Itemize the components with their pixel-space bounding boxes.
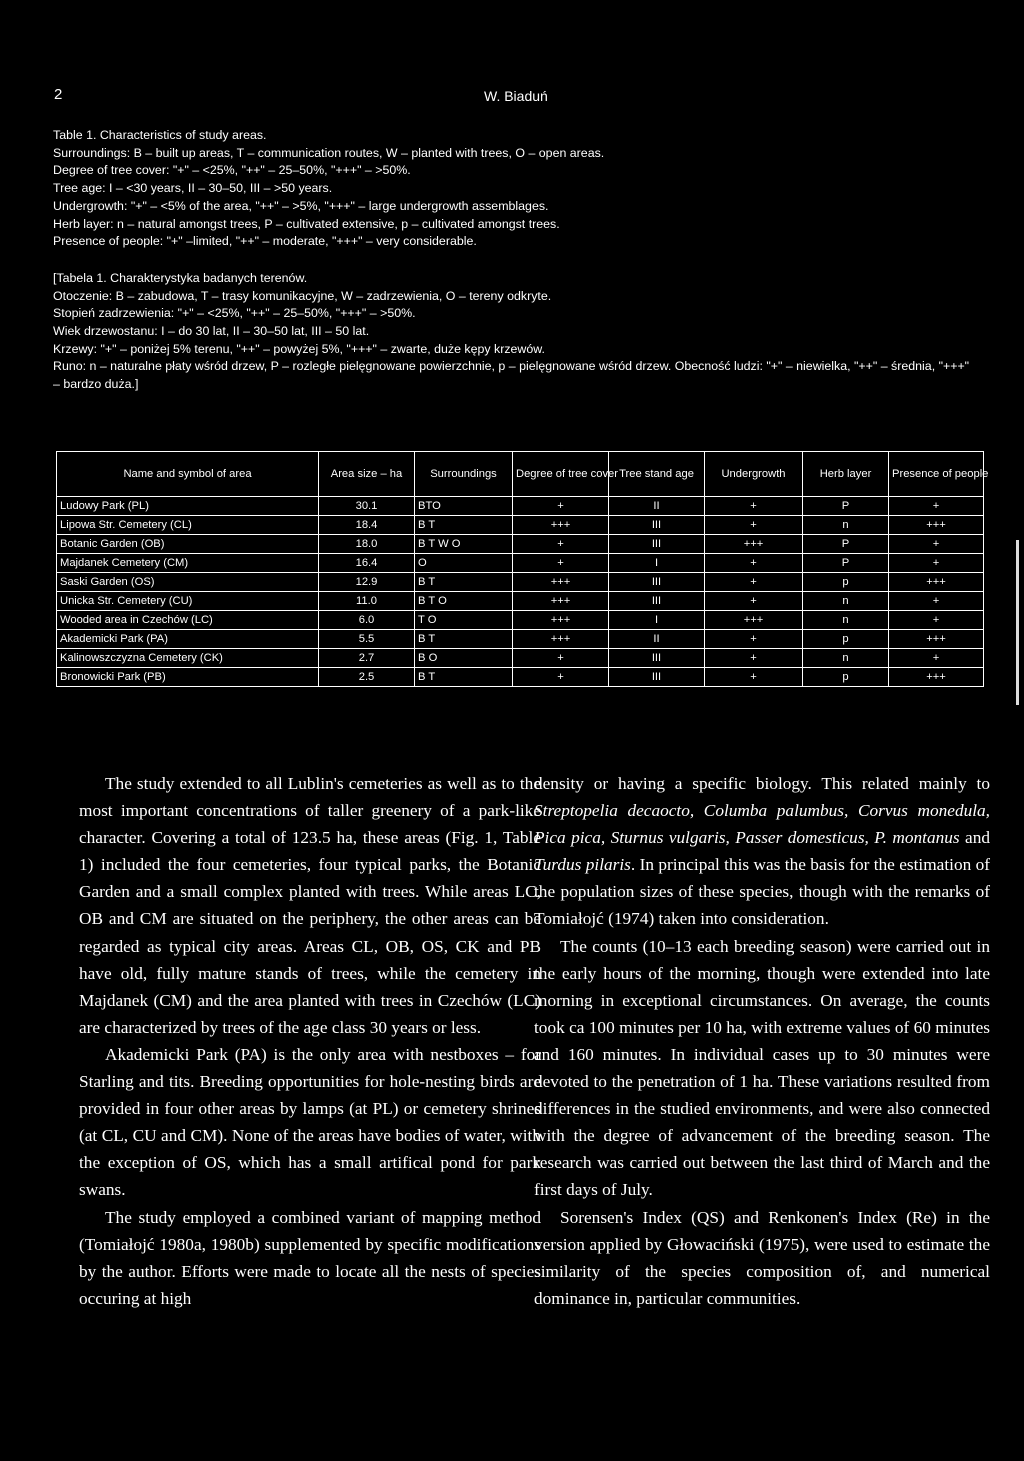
cell-herb: P (803, 554, 889, 573)
col-header-name: Name and symbol of area (57, 452, 319, 497)
cell-people: +++ (889, 668, 984, 687)
cell-people: +++ (889, 516, 984, 535)
cell-undergrowth: + (705, 630, 803, 649)
table-row (57, 630, 984, 649)
cell-area: 12.9 (319, 573, 415, 592)
cell-herb: n (803, 649, 889, 668)
cell-stand-age: II (609, 630, 705, 649)
cell-tree-cover: +++ (513, 611, 609, 630)
cell-undergrowth: + (705, 592, 803, 611)
body-column-left (79, 770, 541, 1312)
cell-tree-cover: +++ (513, 592, 609, 611)
cell-undergrowth: + (705, 516, 803, 535)
cell-area: 18.4 (319, 516, 415, 535)
cell-area: 11.0 (319, 592, 415, 611)
caption-pl-undergrowth: Krzewy: "+" – poniżej 5% terenu, "++" – powyżej 5%, "+++" – zwarte, duże kępy krzewów. (53, 341, 545, 356)
table-row (57, 535, 984, 554)
cell-undergrowth: + (705, 668, 803, 687)
cell-herb: P (803, 535, 889, 554)
cell-name: Wooded area in Czechów (LC) (57, 611, 319, 630)
cell-name: Ludowy Park (PL) (57, 497, 319, 516)
col-header-people: Presence of people (889, 452, 984, 497)
cell-surroundings: BTO (415, 497, 513, 516)
species-turdus: Turdus pilaris (534, 855, 631, 875)
caption-degree: Degree of tree cover: "+" – <25%, "++" – 25–50%, "+++" – >50%. (53, 163, 411, 178)
cell-herb: n (803, 592, 889, 611)
cell-surroundings: B T (415, 516, 513, 535)
caption-herb: Herb layer: n – natural amongst trees, P – cultivated extensive, p – cultivated amongst trees. (53, 216, 560, 231)
cell-name: Lipowa Str. Cemetery (CL) (57, 516, 319, 535)
scan-edge-mark (1016, 540, 1019, 705)
caption-undergrowth: Undergrowth: "+" – <5% of the area, "++" – >5%, "+++" – large undergrowth assemblages. (53, 198, 549, 213)
cell-herb: P (803, 497, 889, 516)
cell-surroundings: B T O (415, 592, 513, 611)
cell-area: 2.5 (319, 668, 415, 687)
cell-undergrowth: + (705, 554, 803, 573)
cell-undergrowth: + (705, 497, 803, 516)
col-header-stand-age: Tree stand age (609, 452, 705, 497)
caption-surroundings: Surroundings: B – built up areas, T – communication routes, W – planted with trees, O – open areas. (53, 145, 605, 160)
paragraph-study-areas: The study extended to all Lublin's cemeteries as well as to the most important concentrations of taller greenery of a park-like character. Covering a total of 123.5 ha, these areas (Fig. 1, Table 1) included the four cemeteries, four typical parks, the Botanic Garden and a small complex planted with trees. While areas LC, OB and CM are situated on the periphery, the other areas can be regarded as typical city areas. Areas CL, OB, OS, CK and PB have old, fully mature stands of trees, while the cemetery in Majdanek (CM) and the area planted with trees in Czechów (LC) are characterized by trees of the age class 30 years or less. (79, 774, 541, 1037)
study-areas-table (56, 451, 989, 687)
cell-people: + (889, 535, 984, 554)
cell-surroundings: T O (415, 611, 513, 630)
cell-name: Bronowicki Park (PB) (57, 668, 319, 687)
table-row (57, 649, 984, 668)
species-text-intro: density or having a specific biology. This related mainly to (534, 774, 990, 793)
col-header-tree-cover: Degree of tree cover (513, 452, 609, 497)
cell-tree-cover: + (513, 668, 609, 687)
table-row (57, 592, 984, 611)
cell-area: 18.0 (319, 535, 415, 554)
cell-herb: p (803, 573, 889, 592)
caption-title: Table 1. Characteristics of study areas. (53, 128, 267, 142)
caption-people: Presence of people: "+" –limited, "++" – moderate, "+++" – very considerable. (53, 234, 477, 249)
cell-tree-cover: + (513, 554, 609, 573)
cell-stand-age: I (609, 611, 705, 630)
cell-name: Majdanek Cemetery (CM) (57, 554, 319, 573)
paragraph-method: The study employed a combined variant of mapping method (Tomiałojć 1980a, 1980b) supplemented by specific modifications by the author. Efforts were made to locate all the nests of species occuring at high (79, 1207, 541, 1308)
table-row (57, 554, 984, 573)
caption-pl-degree: Stopień zadrzewienia: "+" – <25%, "++" – 25–50%, "+++" – >50%. (53, 306, 416, 321)
cell-people: + (889, 611, 984, 630)
paragraph-species (534, 770, 990, 933)
table-body (57, 497, 984, 687)
running-header-author: W. Biaduń (484, 88, 548, 104)
cell-stand-age: II (609, 497, 705, 516)
cell-tree-cover: +++ (513, 516, 609, 535)
caption-pl-surroundings: Otoczenie: B – zabudowa, T – trasy komunikacyjne, W – zadrzewienia, O – tereny odkryte. (53, 288, 552, 303)
caption-polish (53, 270, 973, 394)
species-list: Streptopelia decaocto, Columba palumbus, Corvus monedula, Pica pica, Sturnus vulgaris, Passer domesticus, P. montanus (534, 801, 990, 848)
cell-surroundings: B T (415, 630, 513, 649)
cell-people: + (889, 592, 984, 611)
cell-name: Saski Garden (OS) (57, 573, 319, 592)
cell-area: 6.0 (319, 611, 415, 630)
cell-undergrowth: + (705, 649, 803, 668)
table-row (57, 497, 984, 516)
cell-undergrowth: +++ (705, 611, 803, 630)
table-header-row (57, 452, 984, 497)
paragraph-indices: Sorensen's Index (QS) and Renkonen's Index (Re) in the version applied by Głowaciński (1975), were used to estimate the similarity of the species composition of, and numerical dominance in, particular communities. (534, 1207, 990, 1308)
page-number: 2 (54, 86, 63, 103)
cell-name: Kalinowszczyzna Cemetery (CK) (57, 649, 319, 668)
paragraph-counts: The counts (10–13 each breeding season) were carried out in the early hours of the morning, though were extended into late morning in exceptional circumstances. On average, the counts took ca 100 minutes per 10 ha, with extreme values of 60 minutes and 160 minutes. In individual cases up to 30 minutes were devoted to the penetration of 1 ha. These variations resulted from differences in the studied environments, and were also connected with the degree of advancement of the breeding season. The research was carried out between the last third of March and the first days of July. (534, 936, 990, 1200)
cell-stand-age: III (609, 649, 705, 668)
table-row (57, 516, 984, 535)
species-text-rest: . In principal this was the basis for the estimation of the population sizes of these species, though with the remarks of Tomiałojć (1974) taken into consideration. (534, 855, 990, 929)
cell-tree-cover: +++ (513, 630, 609, 649)
table-row (57, 573, 984, 592)
cell-people: + (889, 554, 984, 573)
cell-stand-age: III (609, 573, 705, 592)
cell-surroundings: B O (415, 649, 513, 668)
cell-tree-cover: + (513, 649, 609, 668)
cell-name: Unicka Str. Cemetery (CU) (57, 592, 319, 611)
cell-people: +++ (889, 630, 984, 649)
caption-age: Tree age: I – <30 years, II – 30–50, III – >50 years. (53, 181, 333, 196)
cell-surroundings: O (415, 554, 513, 573)
caption-pl-age: Wiek drzewostanu: I – do 30 lat, II – 30–50 lat, III – 50 lat. (53, 324, 370, 339)
cell-area: 5.5 (319, 630, 415, 649)
cell-tree-cover: +++ (513, 573, 609, 592)
caption-pl-herb-people: Runo: n – naturalne płaty wśród drzew, P – rozległe pielęgnowane powierzchnie, p – pielęgnowane wśród drzew. Obecność ludzi: "+" – niewielka, "++" – średnia, "+++" – bardzo duża.] (53, 359, 970, 392)
col-header-herb: Herb layer (803, 452, 889, 497)
cell-stand-age: III (609, 592, 705, 611)
col-header-undergrowth: Undergrowth (705, 452, 803, 497)
cell-tree-cover: + (513, 497, 609, 516)
cell-stand-age: III (609, 516, 705, 535)
cell-surroundings: B T (415, 573, 513, 592)
cell-area: 30.1 (319, 497, 415, 516)
species-text-and: and (959, 828, 990, 848)
cell-herb: p (803, 668, 889, 687)
table-row (57, 668, 984, 687)
cell-people: + (889, 497, 984, 516)
col-header-area: Area size – ha (319, 452, 415, 497)
cell-people: +++ (889, 573, 984, 592)
cell-undergrowth: + (705, 573, 803, 592)
col-header-surroundings: Surroundings (415, 452, 513, 497)
cell-name: Akademicki Park (PA) (57, 630, 319, 649)
cell-area: 2.7 (319, 649, 415, 668)
cell-stand-age: III (609, 668, 705, 687)
cell-surroundings: B T W O (415, 535, 513, 554)
cell-tree-cover: + (513, 535, 609, 554)
data-table (56, 451, 989, 687)
cell-name: Botanic Garden (OB) (57, 535, 319, 554)
paragraph-nestboxes: Akademicki Park (PA) is the only area with nestboxes – for Starling and tits. Breeding opportunities for hole-nesting birds are provided in four other areas by lamps (at PL) or cemetery shrines (at CL, CU and CM). None of the areas have bodies of water, with the exception of OS, which has a small artifical pond for park swans. (79, 1044, 541, 1200)
cell-herb: n (803, 611, 889, 630)
cell-undergrowth: +++ (705, 535, 803, 554)
cell-stand-age: III (609, 535, 705, 554)
cell-area: 16.4 (319, 554, 415, 573)
cell-herb: p (803, 630, 889, 649)
table-caption (53, 127, 973, 394)
cell-surroundings: B T (415, 668, 513, 687)
caption-pl-title: [Tabela 1. Charakterystyka badanych terenów. (53, 270, 308, 285)
cell-people: + (889, 649, 984, 668)
cell-stand-age: I (609, 554, 705, 573)
cell-herb: n (803, 516, 889, 535)
table-row (57, 611, 984, 630)
body-column-right (534, 770, 990, 1312)
